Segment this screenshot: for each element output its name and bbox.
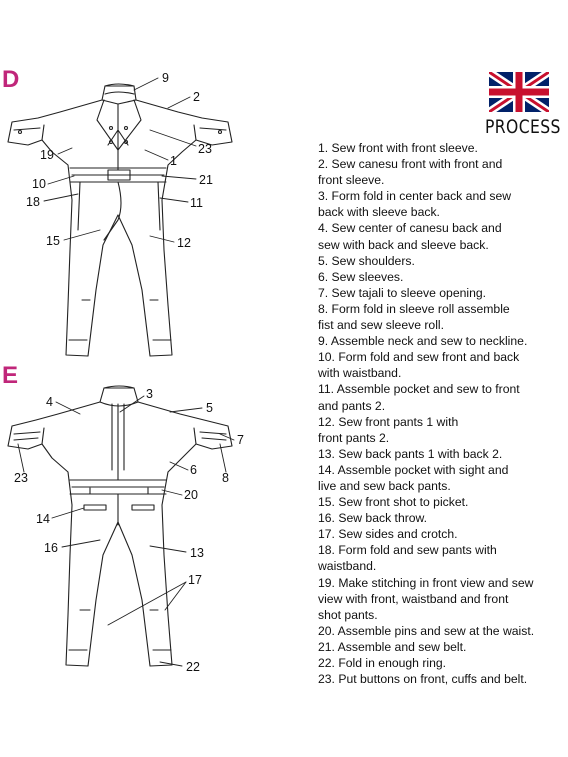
callout-label: 21 <box>199 173 213 187</box>
callout-label: 10 <box>32 177 46 191</box>
callout-label: 15 <box>46 234 60 248</box>
callout-label: 9 <box>162 71 169 85</box>
process-step: 18. Form fold and sew pants with waistband. <box>318 543 497 574</box>
process-step: 2. Sew canesu front with front and front sleeve. <box>318 157 503 188</box>
callout-label: 19 <box>40 148 54 162</box>
callout-label: 2 <box>193 90 200 104</box>
process-step: 19. Make stitching in front view and sew view with front, waistband and front shot pants. <box>318 575 534 622</box>
process-step: 22. Fold in enough ring. <box>318 656 447 670</box>
front-view-letter: D <box>2 66 20 93</box>
process-step: 8. Form fold in sleeve roll assemble fist and sew sleeve roll. <box>318 301 510 333</box>
process-step: 9. Assemble neck and sew to neckline. <box>318 334 528 349</box>
callout-label: 7 <box>237 433 244 447</box>
callout-label: 3 <box>146 387 153 401</box>
callout-label: 13 <box>190 546 204 560</box>
process-step: 21. Assemble and sew belt. <box>318 639 467 654</box>
callout-label: 8 <box>222 471 229 485</box>
process-steps-list <box>318 140 566 687</box>
process-step: 4. Sew center of canesu back and sew with back and sleeve back. <box>318 221 502 252</box>
process-step: 16. Sew back throw. <box>318 511 428 526</box>
callout-numbers <box>14 71 244 674</box>
callout-label: 14 <box>36 512 50 526</box>
process-step: 14. Assemble pocket with sight and live and sew back pants. <box>318 462 509 493</box>
process-title: PROCESS <box>485 116 561 138</box>
callout-label: 18 <box>26 195 40 209</box>
callout-label: 23 <box>14 471 28 485</box>
process-step: 6. Sew sleeves. <box>318 269 404 284</box>
process-step: 3. Form fold in center back and sew back with sleeve back. <box>318 189 512 220</box>
back-view-letter: E <box>2 362 19 389</box>
process-step: 10. Form fold and sew front and back with waistband. <box>318 350 520 381</box>
process-step: 17. Sew sides and crotch. <box>318 527 458 542</box>
callout-label: 6 <box>190 463 197 477</box>
process-step: 11. Assemble pocket and sew to front and pants 2. <box>318 382 520 413</box>
process-step: 13. Sew back pants 1 with back 2. <box>318 446 503 461</box>
callout-label: 22 <box>186 660 200 674</box>
callout-label: 4 <box>46 395 53 409</box>
front-view-drawing <box>8 84 232 356</box>
process-step: 7. Sew tajali to sleeve opening. <box>318 285 487 300</box>
callout-label: 20 <box>184 488 198 502</box>
back-view-drawing <box>8 386 232 666</box>
process-step: 15. Sew front shot to picket. <box>318 495 469 510</box>
process-step: 1. Sew front with front sleeve. <box>318 141 478 155</box>
callout-label: 11 <box>190 196 203 210</box>
callout-label: 23 <box>198 142 212 156</box>
callout-label: 1 <box>170 154 177 168</box>
callout-label: 12 <box>177 236 191 250</box>
process-step: 20. Assemble pins and sew at the waist. <box>318 623 535 638</box>
callout-label: 5 <box>206 401 213 415</box>
callout-label: 16 <box>44 541 58 555</box>
process-step: 23. Put buttons on front, cuffs and belt. <box>318 672 528 687</box>
process-step: 12. Sew front pants 1 with front pants 2. <box>318 414 459 445</box>
union-jack-flag-icon <box>489 72 549 112</box>
callout-label: 17 <box>188 573 202 587</box>
process-step: 5. Sew shoulders. <box>318 253 415 268</box>
